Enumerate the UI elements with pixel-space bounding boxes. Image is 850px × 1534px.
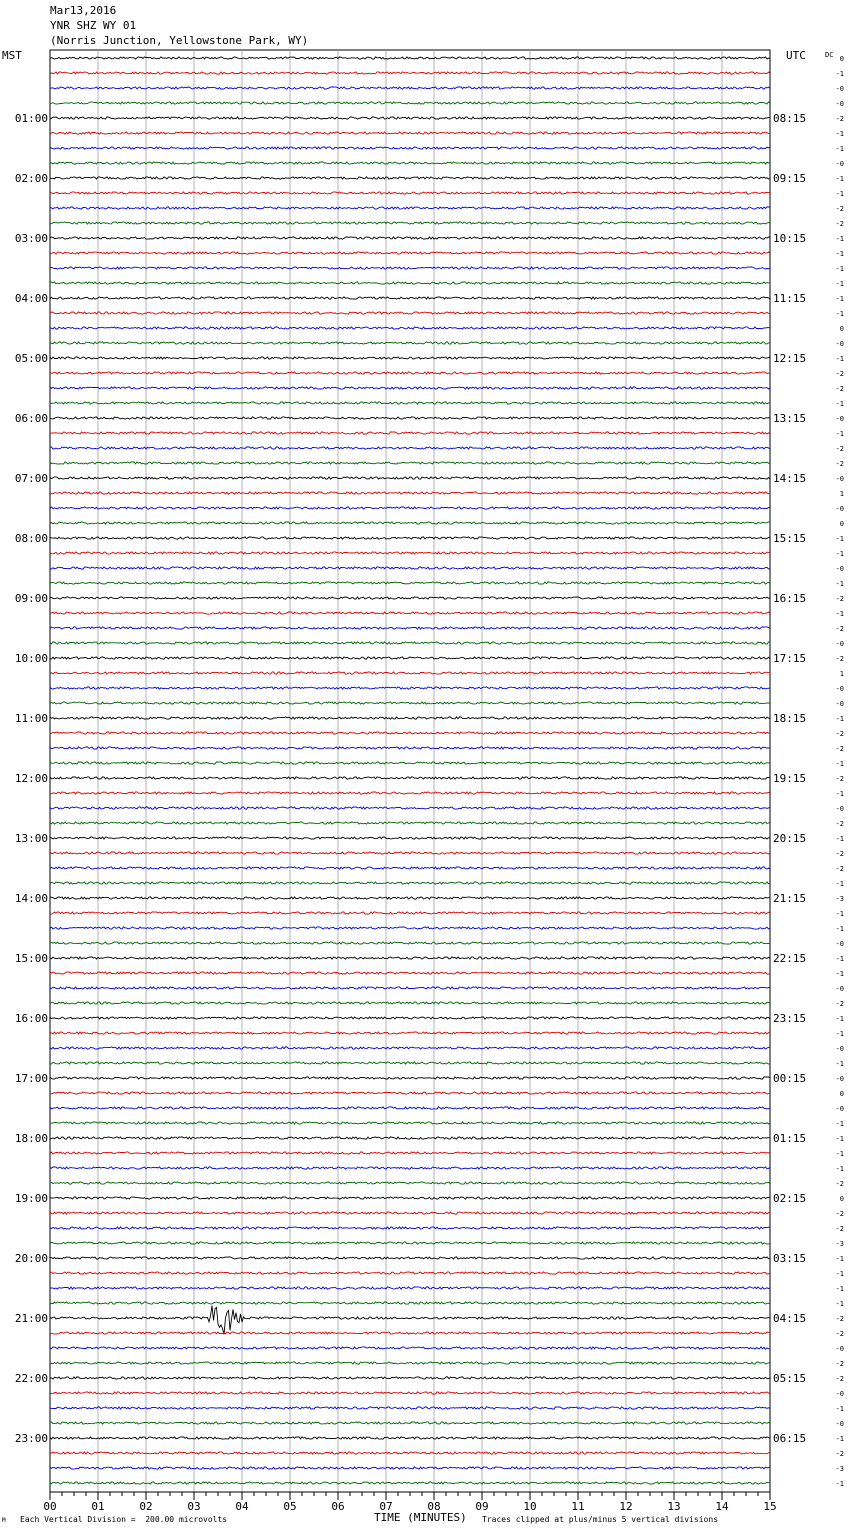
x-tick-label: 06	[331, 1500, 345, 1513]
x-tick-label: 11	[571, 1500, 585, 1513]
utc-hour-label: 11:15	[773, 292, 807, 305]
dc-offset-label: 0	[839, 55, 844, 63]
trace-row-68	[50, 1077, 770, 1079]
mst-hour-label: 05:00	[14, 352, 48, 365]
dc-offset-label: -1	[835, 1150, 844, 1158]
trace-row-62	[50, 987, 770, 989]
trace-row-54	[50, 867, 770, 869]
dc-offset-label: -3	[835, 895, 844, 903]
dc-offset-label: -0	[835, 415, 844, 423]
trace-row-5	[50, 132, 770, 134]
mst-hour-label: 14:00	[14, 892, 48, 905]
dc-offset-label: -1	[835, 580, 844, 588]
trace-row-89	[50, 1392, 770, 1394]
dc-offset-label: -2	[835, 1000, 844, 1008]
utc-hour-label: 08:15	[773, 112, 807, 125]
dc-offset-label: -1	[835, 1120, 844, 1128]
trace-row-79	[50, 1242, 770, 1244]
trace-row-38	[50, 627, 770, 629]
mst-hour-label: 01:00	[14, 112, 48, 125]
mst-hour-label: 09:00	[14, 592, 48, 605]
dc-offset-label: 0	[839, 1090, 844, 1098]
label-layer	[15, 55, 844, 1513]
mst-hour-label: 02:00	[14, 172, 48, 185]
trace-row-77	[50, 1212, 770, 1214]
dc-offset-label: -1	[835, 295, 844, 303]
trace-row-81	[50, 1272, 770, 1274]
dc-offset-label: -1	[835, 430, 844, 438]
trace-row-18	[50, 327, 770, 329]
trace-row-34	[50, 567, 770, 569]
trace-row-16	[50, 297, 770, 299]
dc-offset-label: -2	[835, 370, 844, 378]
mst-hour-label: 22:00	[14, 1372, 48, 1385]
dc-offset-label: -0	[835, 340, 844, 348]
mst-hour-label: 04:00	[14, 292, 48, 305]
trace-layer	[50, 57, 770, 1484]
dc-offset-label: -2	[835, 1180, 844, 1188]
trace-row-9	[50, 192, 770, 194]
utc-hour-label: 16:15	[773, 592, 807, 605]
dc-offset-label: -2	[835, 775, 844, 783]
utc-hour-label: 15:15	[773, 532, 807, 545]
dc-offset-label: -0	[835, 1075, 844, 1083]
dc-offset-label: -1	[835, 280, 844, 288]
x-axis-title: TIME (MINUTES)	[374, 1511, 467, 1524]
trace-row-73	[50, 1152, 770, 1154]
trace-row-4	[50, 117, 770, 119]
utc-hour-label: 06:15	[773, 1432, 807, 1445]
dc-offset-label: -0	[835, 1045, 844, 1053]
trace-row-78	[50, 1227, 770, 1229]
trace-row-90	[50, 1407, 770, 1409]
dc-offset-label: -1	[835, 310, 844, 318]
utc-hour-label: 14:15	[773, 472, 807, 485]
dc-offset-label: -2	[835, 220, 844, 228]
trace-row-41	[50, 672, 770, 674]
utc-hour-label: 17:15	[773, 652, 807, 665]
trace-row-63	[50, 1002, 770, 1004]
mst-hour-label: 11:00	[14, 712, 48, 725]
trace-row-27	[50, 462, 770, 464]
trace-row-74	[50, 1167, 770, 1169]
trace-row-44	[50, 717, 770, 719]
trace-row-43	[50, 702, 770, 704]
trace-row-28	[50, 477, 770, 479]
dc-offset-label: -2	[835, 865, 844, 873]
trace-row-53	[50, 852, 770, 854]
corner-mark: M	[2, 1517, 6, 1524]
dc-offset-label: -1	[835, 610, 844, 618]
dc-offset-label: -2	[835, 460, 844, 468]
dc-offset-label: -1	[835, 1030, 844, 1038]
dc-offset-label: -1	[835, 1135, 844, 1143]
trace-row-94	[50, 1467, 770, 1469]
dc-offset-label: -1	[835, 265, 844, 273]
utc-hour-label: 00:15	[773, 1072, 807, 1085]
trace-row-14	[50, 267, 770, 269]
dc-offset-label: -2	[835, 820, 844, 828]
trace-row-1	[50, 72, 770, 74]
dc-offset-label: -1	[835, 1300, 844, 1308]
trace-row-69	[50, 1092, 770, 1094]
trace-row-2	[50, 87, 770, 89]
x-tick-label: 13	[667, 1500, 681, 1513]
dc-offset-label: -1	[835, 130, 844, 138]
dc-offset-label: -2	[835, 595, 844, 603]
trace-row-61	[50, 972, 770, 974]
trace-row-72	[50, 1137, 770, 1139]
trace-row-15	[50, 282, 770, 284]
dc-offset-label: -1	[835, 1285, 844, 1293]
trace-row-47	[50, 762, 770, 764]
x-tick-label: 12	[619, 1500, 633, 1513]
x-tick-label: 07	[379, 1500, 393, 1513]
dc-offset-label: -1	[835, 1015, 844, 1023]
header-location: (Norris Junction, Yellowstone Park, WY)	[50, 34, 309, 47]
utc-hour-label: 03:15	[773, 1252, 807, 1265]
mst-hour-label: 17:00	[14, 1072, 48, 1085]
trace-row-59	[50, 942, 770, 944]
dc-label: DC	[825, 51, 834, 59]
scale-note: Each Vertical Division = 200.00 microvolts	[20, 1515, 228, 1524]
trace-row-84	[50, 1306, 770, 1335]
dc-offset-label: 0	[839, 520, 844, 528]
x-tick-label: 09	[475, 1500, 489, 1513]
trace-row-67	[50, 1062, 770, 1064]
dc-offset-label: -2	[835, 1450, 844, 1458]
dc-offset-label: -2	[835, 1360, 844, 1368]
trace-row-39	[50, 642, 770, 644]
dc-offset-label: -1	[835, 355, 844, 363]
dc-offset-label: -2	[835, 655, 844, 663]
dc-offset-label: 1	[839, 490, 844, 498]
dc-offset-label: -0	[835, 700, 844, 708]
mst-hour-label: 12:00	[14, 772, 48, 785]
dc-offset-label: -2	[835, 385, 844, 393]
utc-hour-label: 10:15	[773, 232, 807, 245]
dc-offset-label: -1	[835, 760, 844, 768]
trace-row-0	[50, 57, 770, 59]
dc-offset-label: -1	[835, 175, 844, 183]
dc-offset-label: -1	[835, 190, 844, 198]
mst-hour-label: 10:00	[14, 652, 48, 665]
trace-row-37	[50, 612, 770, 614]
dc-offset-label: -1	[835, 535, 844, 543]
dc-offset-label: -2	[835, 745, 844, 753]
dc-offset-label: -1	[835, 1270, 844, 1278]
utc-hour-label: 13:15	[773, 412, 807, 425]
trace-row-65	[50, 1032, 770, 1034]
dc-offset-label: -0	[835, 160, 844, 168]
trace-row-80	[50, 1257, 770, 1259]
trace-row-17	[50, 312, 770, 314]
trace-row-49	[50, 792, 770, 794]
trace-row-51	[50, 822, 770, 824]
trace-row-57	[50, 912, 770, 914]
clip-note: Traces clipped at plus/minus 5 vertical divisions	[482, 1515, 719, 1524]
mst-hour-label: 08:00	[14, 532, 48, 545]
dc-offset-label: -1	[835, 1435, 844, 1443]
trace-row-40	[50, 657, 770, 659]
trace-row-13	[50, 252, 770, 254]
trace-row-87	[50, 1362, 770, 1364]
axis-layer	[50, 1492, 770, 1500]
trace-row-8	[50, 177, 770, 179]
trace-row-52	[50, 837, 770, 839]
trace-row-92	[50, 1437, 770, 1439]
dc-offset-label: -1	[835, 1255, 844, 1263]
dc-offset-label: -2	[835, 1210, 844, 1218]
trace-row-85	[50, 1332, 770, 1334]
trace-row-25	[50, 432, 770, 434]
dc-offset-label: -0	[835, 475, 844, 483]
x-tick-label: 14	[715, 1500, 729, 1513]
mst-hour-label: 16:00	[14, 1012, 48, 1025]
trace-row-23	[50, 402, 770, 404]
dc-offset-label: -2	[835, 850, 844, 858]
dc-offset-label: -1	[835, 1405, 844, 1413]
dc-offset-label: -1	[835, 1165, 844, 1173]
trace-row-33	[50, 552, 770, 554]
dc-offset-label: -2	[835, 1375, 844, 1383]
dc-offset-label: -1	[835, 790, 844, 798]
dc-offset-label: -2	[835, 1330, 844, 1338]
x-tick-label: 04	[235, 1500, 249, 1513]
trace-row-64	[50, 1017, 770, 1019]
trace-row-31	[50, 522, 770, 524]
dc-offset-label: -1	[835, 715, 844, 723]
trace-row-86	[50, 1347, 770, 1349]
trace-row-70	[50, 1107, 770, 1109]
trace-row-91	[50, 1422, 770, 1424]
dc-offset-label: -0	[835, 505, 844, 513]
trace-row-48	[50, 777, 770, 779]
trace-row-35	[50, 582, 770, 584]
utc-hour-label: 21:15	[773, 892, 807, 905]
dc-offset-label: -2	[835, 115, 844, 123]
x-tick-label: 03	[187, 1500, 201, 1513]
dc-offset-label: -2	[835, 205, 844, 213]
mst-hour-label: 23:00	[14, 1432, 48, 1445]
trace-row-45	[50, 732, 770, 734]
trace-row-19	[50, 342, 770, 344]
dc-offset-label: -0	[835, 85, 844, 93]
mst-hour-label: 21:00	[14, 1312, 48, 1325]
mst-hour-label: 07:00	[14, 472, 48, 485]
utc-hour-label: 01:15	[773, 1132, 807, 1145]
dc-offset-label: -1	[835, 70, 844, 78]
dc-offset-label: -0	[835, 1345, 844, 1353]
dc-offset-label: -3	[835, 1240, 844, 1248]
trace-row-6	[50, 147, 770, 149]
utc-hour-label: 05:15	[773, 1372, 807, 1385]
dc-offset-label: -1	[835, 835, 844, 843]
dc-offset-label: -2	[835, 625, 844, 633]
utc-hour-label: 19:15	[773, 772, 807, 785]
mst-hour-label: 15:00	[14, 952, 48, 965]
trace-row-60	[50, 957, 770, 959]
dc-offset-label: -1	[835, 550, 844, 558]
dc-offset-label: -0	[835, 685, 844, 693]
trace-row-26	[50, 447, 770, 449]
x-tick-label: 08	[427, 1500, 441, 1513]
dc-offset-label: -1	[835, 1060, 844, 1068]
dc-offset-label: 0	[839, 1195, 844, 1203]
trace-row-55	[50, 882, 770, 884]
dc-offset-label: -2	[835, 1315, 844, 1323]
dc-offset-label: -1	[835, 1480, 844, 1488]
dc-offset-label: -3	[835, 1465, 844, 1473]
utc-hour-label: 20:15	[773, 832, 807, 845]
header-date: Mar13,2016	[50, 4, 117, 17]
trace-row-58	[50, 927, 770, 929]
trace-row-22	[50, 387, 770, 389]
mst-hour-label: 03:00	[14, 232, 48, 245]
trace-row-46	[50, 747, 770, 749]
dc-offset-label: -1	[835, 925, 844, 933]
utc-hour-label: 12:15	[773, 352, 807, 365]
trace-row-32	[50, 537, 770, 539]
trace-row-71	[50, 1122, 770, 1124]
trace-row-82	[50, 1287, 770, 1289]
dc-offset-label: -1	[835, 955, 844, 963]
trace-row-10	[50, 207, 770, 209]
trace-row-3	[50, 102, 770, 104]
right-timezone-label: UTC	[786, 49, 806, 62]
plot-frame	[50, 50, 770, 1492]
trace-row-56	[50, 897, 770, 899]
trace-row-93	[50, 1452, 770, 1454]
mst-hour-label: 18:00	[14, 1132, 48, 1145]
dc-offset-label: -1	[835, 970, 844, 978]
dc-offset-label: 0	[839, 325, 844, 333]
dc-offset-label: -1	[835, 235, 844, 243]
x-tick-label: 10	[523, 1500, 537, 1513]
trace-row-7	[50, 162, 770, 164]
trace-row-11	[50, 222, 770, 224]
mst-hour-label: 06:00	[14, 412, 48, 425]
x-tick-label: 00	[43, 1500, 57, 1513]
dc-offset-label: -2	[835, 445, 844, 453]
utc-hour-label: 22:15	[773, 952, 807, 965]
utc-hour-label: 23:15	[773, 1012, 807, 1025]
mst-hour-label: 13:00	[14, 832, 48, 845]
trace-row-76	[50, 1197, 770, 1199]
dc-offset-label: -2	[835, 730, 844, 738]
x-tick-label: 15	[763, 1500, 777, 1513]
dc-offset-label: -0	[835, 805, 844, 813]
dc-offset-label: -1	[835, 910, 844, 918]
left-timezone-label: MST	[2, 49, 22, 62]
header-station: YNR SHZ WY 01	[50, 19, 137, 32]
trace-row-95	[50, 1482, 770, 1484]
trace-row-30	[50, 507, 770, 509]
utc-hour-label: 09:15	[773, 172, 807, 185]
trace-row-50	[50, 807, 770, 809]
trace-row-88	[50, 1377, 770, 1379]
utc-hour-label: 18:15	[773, 712, 807, 725]
dc-offset-label: -0	[835, 940, 844, 948]
trace-row-36	[50, 597, 770, 599]
dc-offset-label: -1	[835, 145, 844, 153]
dc-offset-label: -0	[835, 100, 844, 108]
dc-offset-label: 1	[839, 670, 844, 678]
x-tick-label: 01	[91, 1500, 105, 1513]
dc-offset-label: -0	[835, 640, 844, 648]
dc-offset-label: -1	[835, 880, 844, 888]
utc-hour-label: 02:15	[773, 1192, 807, 1205]
utc-hour-label: 04:15	[773, 1312, 807, 1325]
dc-offset-label: -0	[835, 1420, 844, 1428]
x-tick-label: 02	[139, 1500, 153, 1513]
dc-offset-label: -0	[835, 565, 844, 573]
trace-row-12	[50, 237, 770, 239]
dc-offset-label: -2	[835, 1225, 844, 1233]
x-tick-label: 05	[283, 1500, 297, 1513]
dc-offset-label: -0	[835, 985, 844, 993]
trace-row-21	[50, 372, 770, 374]
trace-row-75	[50, 1182, 770, 1184]
dc-offset-label: -1	[835, 250, 844, 258]
dc-offset-label: -0	[835, 1105, 844, 1113]
mst-hour-label: 20:00	[14, 1252, 48, 1265]
dc-offset-label: -1	[835, 400, 844, 408]
trace-row-83	[50, 1302, 770, 1304]
trace-row-66	[50, 1047, 770, 1049]
mst-hour-label: 19:00	[14, 1192, 48, 1205]
dc-offset-label: -0	[835, 1390, 844, 1398]
trace-row-42	[50, 687, 770, 689]
trace-row-20	[50, 357, 770, 359]
trace-row-24	[50, 417, 770, 419]
grid-layer	[50, 50, 770, 1492]
trace-row-29	[50, 492, 770, 494]
